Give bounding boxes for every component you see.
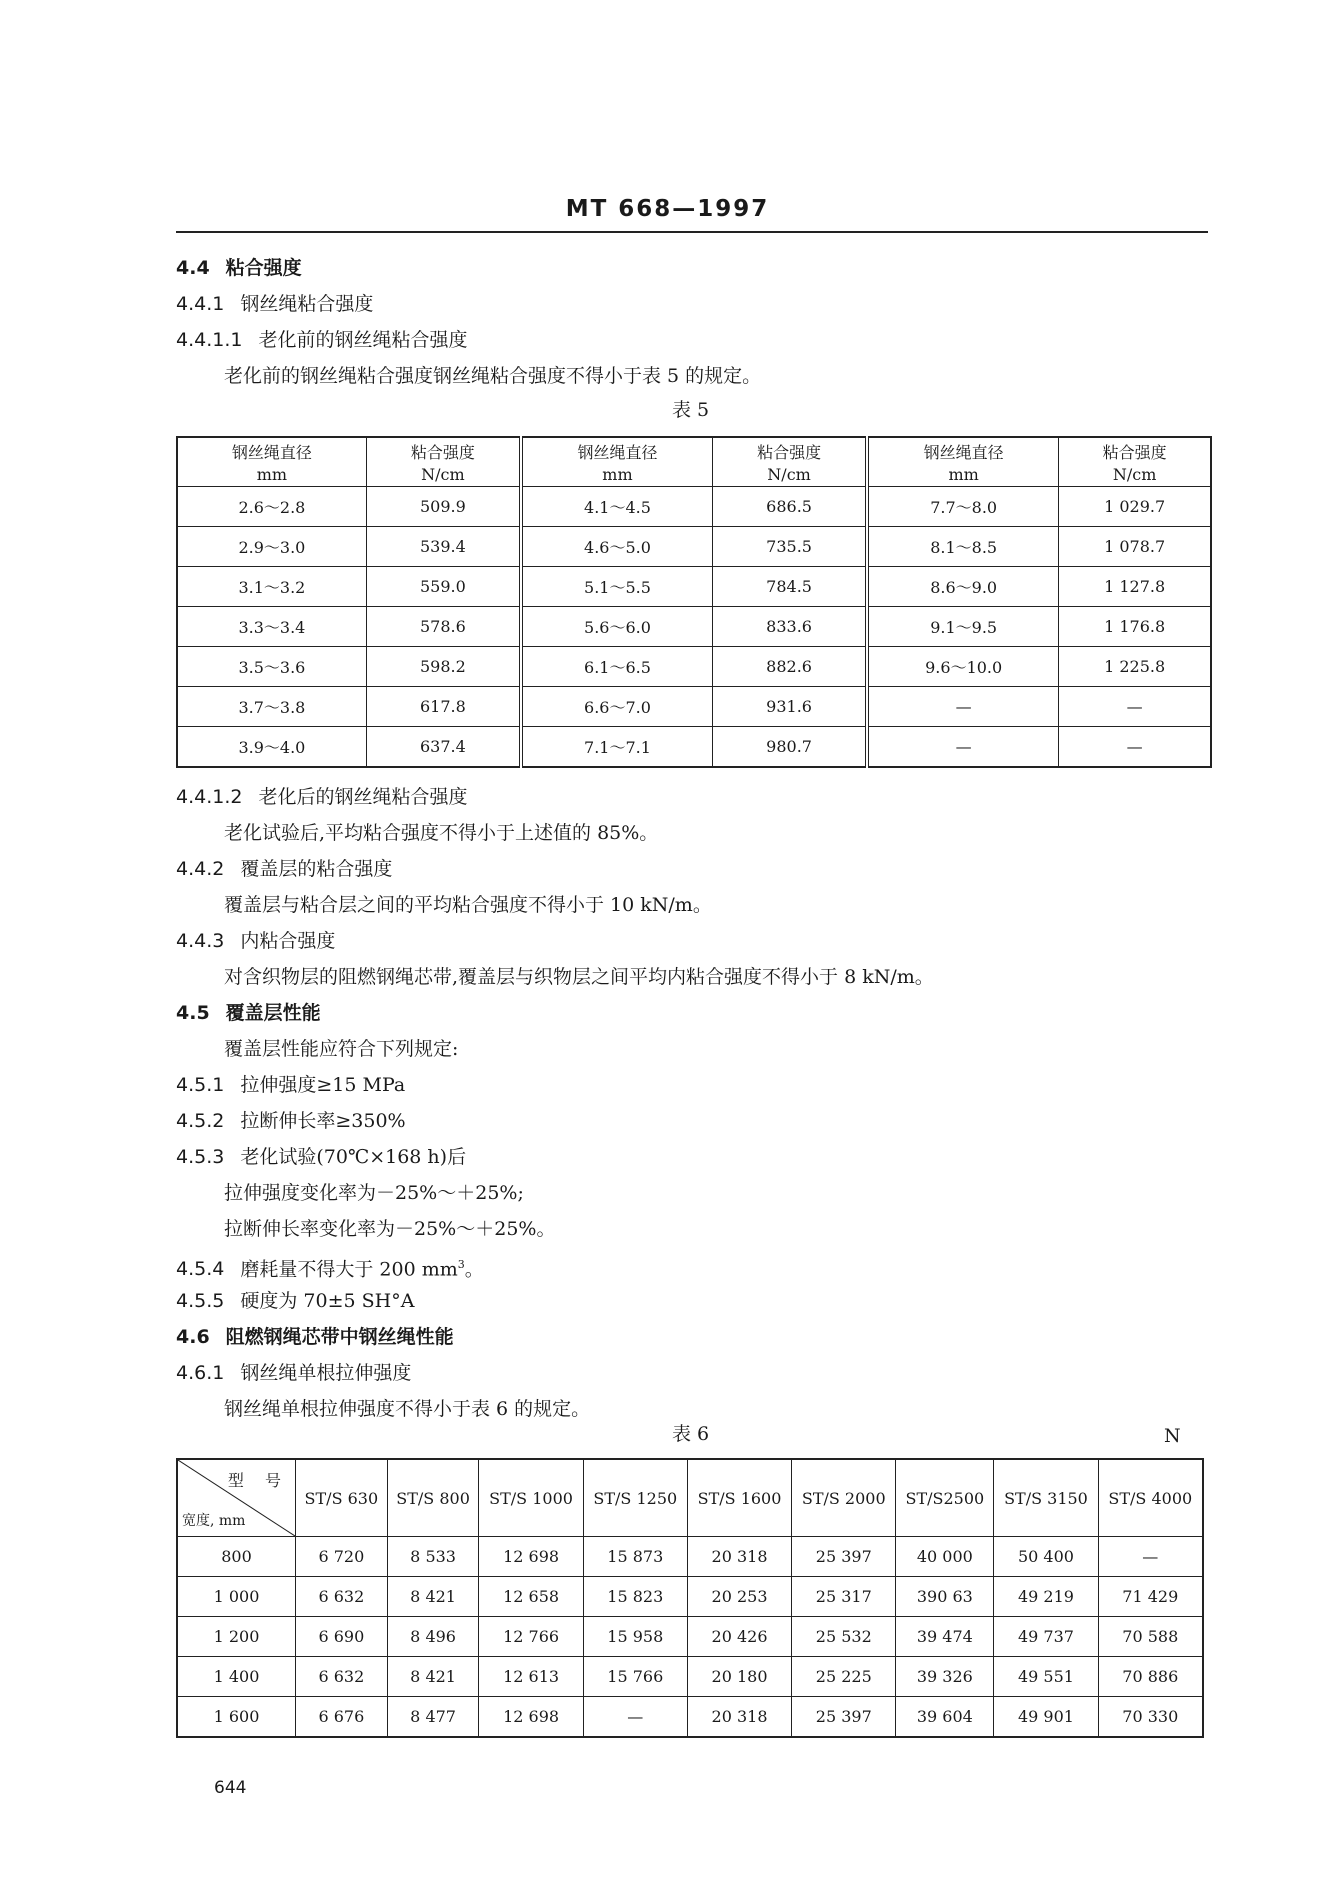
section-number: 4.4.2	[176, 858, 225, 880]
section-title: 内粘合强度	[240, 930, 336, 952]
section-title: 粘合强度	[225, 257, 302, 279]
section-title: 覆盖层的粘合强度	[240, 858, 393, 880]
table-cell: 1 029.7	[1059, 487, 1211, 527]
section-title: 老化前的钢丝绳粘合强度	[258, 329, 468, 351]
section-4-6	[176, 1325, 454, 1349]
section-4-5-5	[176, 1289, 414, 1313]
table-cell: 20 180	[687, 1657, 791, 1697]
table-cell: 25 397	[792, 1537, 896, 1577]
superscript: 3	[457, 1258, 465, 1271]
table-cell: 1 127.8	[1059, 567, 1211, 607]
table-cell: 39 474	[896, 1617, 994, 1657]
table-header-cell: ST/S 1250	[583, 1459, 687, 1537]
section-4-4-1-2	[176, 785, 468, 809]
table-header-cell: 粘合强度 N/cm	[1059, 437, 1211, 487]
table-cell: 70 330	[1098, 1697, 1203, 1738]
table-cell: 800	[177, 1537, 296, 1577]
section-number: 4.4.3	[176, 930, 225, 952]
table-cell: —	[867, 727, 1059, 768]
table-cell: 8 421	[387, 1577, 479, 1617]
table-header-cell: ST/S 800	[387, 1459, 479, 1537]
table-cell: 6 632	[296, 1577, 388, 1617]
table-cell: 8.6～9.0	[867, 567, 1059, 607]
table-cell: 3.5～3.6	[177, 647, 366, 687]
table-cell: 578.6	[366, 607, 521, 647]
section-title-tail: 。	[464, 1258, 484, 1281]
header-rule	[176, 231, 1208, 233]
paragraph: 对含织物层的阻燃钢绳芯带,覆盖层与织物层之间平均内粘合强度不得小于 8 kN/m。	[224, 966, 934, 988]
table-header-cell: ST/S 2000	[792, 1459, 896, 1537]
table-header-cell: 粘合强度 N/cm	[366, 437, 521, 487]
table-cell: 12 613	[479, 1657, 583, 1697]
section-title: 拉伸强度≥15 MPa	[240, 1074, 406, 1096]
table-cell: 539.4	[366, 527, 521, 567]
section-title: 钢丝绳单根拉伸强度	[240, 1362, 412, 1384]
table-header-cell: ST/S 630	[296, 1459, 388, 1537]
paragraph: 拉断伸长率变化率为－25%～＋25%。	[224, 1218, 556, 1240]
table-cell: 20 253	[687, 1577, 791, 1617]
table-cell: 3.1～3.2	[177, 567, 366, 607]
table-cell: —	[867, 687, 1059, 727]
section-4-4-2	[176, 857, 392, 881]
section-number: 4.5.4	[176, 1258, 225, 1281]
table-cell: 49 219	[994, 1577, 1098, 1617]
section-number: 4.5.1	[176, 1074, 225, 1096]
section-number: 4.5	[176, 1002, 210, 1024]
table-cell: —	[1059, 687, 1211, 727]
table-cell: 40 000	[896, 1537, 994, 1577]
table-cell: 70 886	[1098, 1657, 1203, 1697]
section-4-5-2	[176, 1109, 406, 1133]
table-cell: 6 690	[296, 1617, 388, 1657]
table-header-cell: ST/S 1000	[479, 1459, 583, 1537]
table-header-cell: 粘合强度 N/cm	[713, 437, 868, 487]
paragraph: 老化试验后,平均粘合强度不得小于上述值的 85%。	[224, 822, 659, 844]
table-6	[176, 1458, 1204, 1738]
table-row	[177, 647, 1211, 687]
table-cell: 1 600	[177, 1697, 296, 1738]
section-4-4	[176, 256, 302, 280]
table5-caption: 表 5	[672, 399, 710, 421]
table-cell: 8.1～8.5	[867, 527, 1059, 567]
table-row	[177, 1617, 1203, 1657]
table-row	[177, 567, 1211, 607]
table-cell: 1 225.8	[1059, 647, 1211, 687]
section-number: 4.4.1.1	[176, 329, 243, 351]
table-row	[177, 687, 1211, 727]
table-cell: 1 400	[177, 1657, 296, 1697]
table-cell: 2.9～3.0	[177, 527, 366, 567]
table-cell: 25 532	[792, 1617, 896, 1657]
table-cell: 49 551	[994, 1657, 1098, 1697]
section-4-4-1-1	[176, 328, 468, 352]
table-cell: 25 397	[792, 1697, 896, 1738]
paragraph: 拉伸强度变化率为－25%～＋25%;	[224, 1182, 524, 1204]
table-cell: 5.6～6.0	[521, 607, 713, 647]
section-number: 4.4.1	[176, 293, 225, 315]
table-cell: 15 766	[583, 1657, 687, 1697]
table-row	[177, 607, 1211, 647]
page-number: 644	[214, 1778, 247, 1798]
table-cell: 25 225	[792, 1657, 896, 1697]
table-header-cell: ST/S 4000	[1098, 1459, 1203, 1537]
table-cell: 8 533	[387, 1537, 479, 1577]
table-cell: 1 176.8	[1059, 607, 1211, 647]
table-cell: 9.6～10.0	[867, 647, 1059, 687]
table-cell: 39 326	[896, 1657, 994, 1697]
section-4-5-1	[176, 1073, 405, 1097]
table-cell: 49 901	[994, 1697, 1098, 1738]
table-cell: 15 873	[583, 1537, 687, 1577]
section-number: 4.6	[176, 1326, 210, 1348]
table-row	[177, 1697, 1203, 1738]
paragraph: 覆盖层性能应符合下列规定:	[224, 1038, 459, 1060]
table6-caption: 表 6	[672, 1423, 710, 1445]
table-cell: —	[583, 1697, 687, 1738]
table-cell: 12 698	[479, 1537, 583, 1577]
table-cell: 980.7	[713, 727, 868, 768]
section-number: 4.4.1.2	[176, 786, 243, 808]
table-cell: 5.1～5.5	[521, 567, 713, 607]
section-4-5-3	[176, 1145, 466, 1169]
table-cell: 20 426	[687, 1617, 791, 1657]
table-cell: 784.5	[713, 567, 868, 607]
table-cell: —	[1059, 727, 1211, 768]
section-4-4-1	[176, 292, 373, 316]
section-title: 硬度为 70±5 SH°A	[240, 1290, 415, 1312]
table-cell: 12 698	[479, 1697, 583, 1738]
table-cell: 735.5	[713, 527, 868, 567]
table-cell: 70 588	[1098, 1617, 1203, 1657]
table-cell: 8 496	[387, 1617, 479, 1657]
table-cell: —	[1098, 1537, 1203, 1577]
table-header-cell: 钢丝绳直径 mm	[521, 437, 713, 487]
table-cell: 617.8	[366, 687, 521, 727]
table-cell: 8 421	[387, 1657, 479, 1697]
section-title: 阻燃钢绳芯带中钢丝绳性能	[225, 1326, 454, 1348]
table-cell: 559.0	[366, 567, 521, 607]
table-row	[177, 1657, 1203, 1697]
corner-bottom-label: 宽度, mm	[182, 1513, 246, 1529]
table-cell: 15 823	[583, 1577, 687, 1617]
table-row	[177, 487, 1211, 527]
table-cell: 12 658	[479, 1577, 583, 1617]
section-title: 老化试验(70℃×168 h)后	[240, 1146, 467, 1168]
table-cell: 390 63	[896, 1577, 994, 1617]
section-number: 4.5.3	[176, 1146, 225, 1168]
table-cell: 6.1～6.5	[521, 647, 713, 687]
table-cell: 931.6	[713, 687, 868, 727]
table-cell: 1 200	[177, 1617, 296, 1657]
table-cell: 598.2	[366, 647, 521, 687]
table-row	[177, 527, 1211, 567]
table-cell: 39 604	[896, 1697, 994, 1738]
table-header-cell: ST/S 1600	[687, 1459, 791, 1537]
table-cell: 7.1～7.1	[521, 727, 713, 768]
section-title: 钢丝绳粘合强度	[240, 293, 374, 315]
table-cell: 6 720	[296, 1537, 388, 1577]
section-number: 4.6.1	[176, 1362, 225, 1384]
table-cell: 6 676	[296, 1697, 388, 1738]
table-header-cell: 钢丝绳直径 mm	[867, 437, 1059, 487]
section-number: 4.5.2	[176, 1110, 225, 1132]
table-cell: 833.6	[713, 607, 868, 647]
table-cell: 686.5	[713, 487, 868, 527]
table-cell: 71 429	[1098, 1577, 1203, 1617]
table-5	[176, 436, 1212, 768]
table-cell: 12 766	[479, 1617, 583, 1657]
table-cell: 7.7～8.0	[867, 487, 1059, 527]
paragraph: 老化前的钢丝绳粘合强度钢丝绳粘合强度不得小于表 5 的规定。	[224, 365, 762, 387]
table-cell: 3.7～3.8	[177, 687, 366, 727]
section-title: 老化后的钢丝绳粘合强度	[258, 786, 468, 808]
table-cell: 3.9～4.0	[177, 727, 366, 768]
table-cell: 1 000	[177, 1577, 296, 1617]
table-cell: 49 737	[994, 1617, 1098, 1657]
table-header-cell: 钢丝绳直径 mm	[177, 437, 366, 487]
section-4-6-1	[176, 1361, 411, 1385]
table-cell: 6.6～7.0	[521, 687, 713, 727]
section-number: 4.5.5	[176, 1290, 225, 1312]
section-4-4-3	[176, 929, 335, 953]
table-cell: 1 078.7	[1059, 527, 1211, 567]
section-title: 拉断伸长率≥350%	[240, 1110, 406, 1132]
table-cell: 8 477	[387, 1697, 479, 1738]
table-row	[177, 727, 1211, 768]
paragraph: 覆盖层与粘合层之间的平均粘合强度不得小于 10 kN/m。	[224, 894, 712, 916]
table-header-row	[177, 1459, 1203, 1537]
table-cell: 4.1～4.5	[521, 487, 713, 527]
table-cell: 509.9	[366, 487, 521, 527]
table6-unit: N	[1164, 1425, 1181, 1447]
table-cell: 15 958	[583, 1617, 687, 1657]
paragraph: 钢丝绳单根拉伸强度不得小于表 6 的规定。	[224, 1398, 591, 1420]
table-cell: 9.1～9.5	[867, 607, 1059, 647]
table-cell: 4.6～5.0	[521, 527, 713, 567]
document-header: MT 668—1997	[565, 196, 770, 222]
section-4-5-4	[176, 1253, 484, 1281]
table-header-cell: ST/S2500	[896, 1459, 994, 1537]
table-cell: 50 400	[994, 1537, 1098, 1577]
table-cell: 20 318	[687, 1537, 791, 1577]
table-cell: 6 632	[296, 1657, 388, 1697]
table-cell: 25 317	[792, 1577, 896, 1617]
section-title: 磨耗量不得大于 200 mm	[240, 1258, 458, 1281]
section-number: 4.4	[176, 257, 210, 279]
table-cell: 3.3～3.4	[177, 607, 366, 647]
table-cell: 20 318	[687, 1697, 791, 1738]
table-cell: 882.6	[713, 647, 868, 687]
section-4-5	[176, 1001, 321, 1025]
table-cell: 2.6～2.8	[177, 487, 366, 527]
table-cell: 637.4	[366, 727, 521, 768]
table-header-row	[177, 437, 1211, 487]
table-row	[177, 1577, 1203, 1617]
section-title: 覆盖层性能	[225, 1002, 321, 1024]
table-row	[177, 1537, 1203, 1577]
diagonal-header-cell	[177, 1459, 296, 1537]
corner-top-label: 型 号	[227, 1471, 289, 1490]
table-header-cell: ST/S 3150	[994, 1459, 1098, 1537]
